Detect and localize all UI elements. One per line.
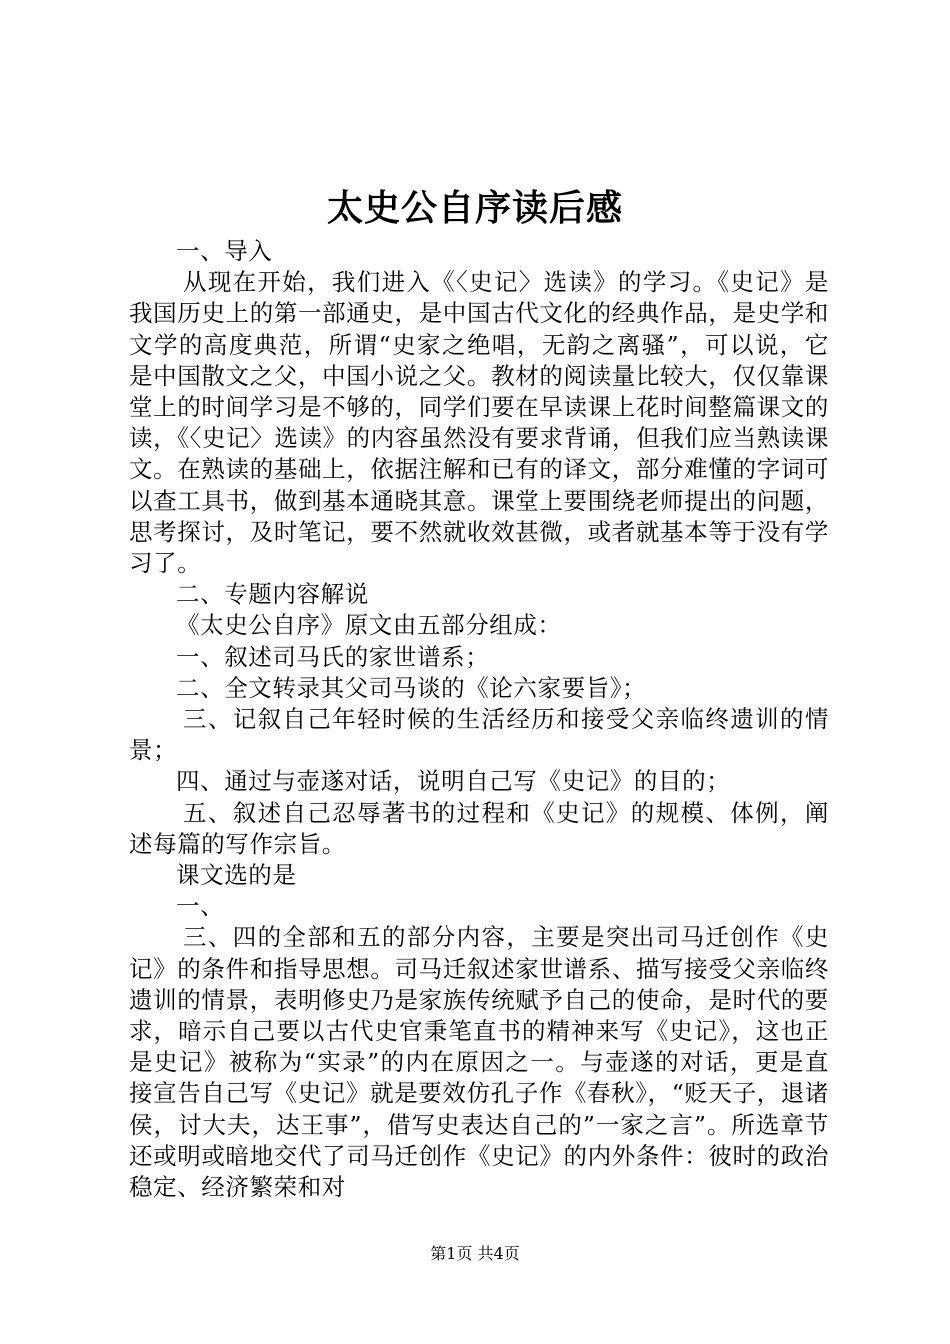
- list-item-part-2: 二、全文转录其父司马谈的《论六家要旨》；: [176, 673, 647, 702]
- section-heading-intro: 一、导入: [176, 237, 273, 265]
- paragraph-selection: 课文选的是: [176, 861, 297, 890]
- page-footer: 第1页 共4页: [430, 1244, 520, 1263]
- list-item-part-5: 五、叙述自己忍辱著书的过程和《史记》的规模、体例，阐述每篇的写作宗旨。: [129, 798, 829, 858]
- paragraph-selection-marker: 一、: [176, 892, 225, 921]
- section-heading-topic: 二、专题内容解说: [176, 580, 369, 609]
- paragraph-analysis: 三、四的全部和五的部分内容，主要是突出司马迁创作《史记》的条件和指导思想。司马迁叙述家世谱系、描写接受父亲临终遗训的情景，表明修史乃是家族传统赋予自己的使命，是时代的要求，暗示自己要以古代史官秉笔直书的精神来写《史记》，这也正是史记》被称为“实录”的内在原因之一。与壶遂的对话，更是直接宣告自己写《史记》就是要效仿孔子作《春秋》，“贬天子，退诸侯，讨大夫，达王事”，借写史表达自己的”一家之言”。所选章节还或明或暗地交代了司马迁创作《史记》的内外条件：彼时的政治稳定、经济繁荣和对: [129, 923, 829, 1202]
- list-item-part-1: 一、叙述司马氏的家世谱系；: [176, 642, 490, 671]
- document-title: 太史公自序读后感: [326, 187, 623, 229]
- list-item-part-3: 三、记叙自己年轻时候的生活经历和接受父亲临终遗训的情景；: [129, 705, 829, 765]
- paragraph-structure: 《太史公自序》原文由五部分组成：: [176, 611, 562, 640]
- list-item-part-4: 四、通过与壶遂对话，说明自己写《史记》的目的；: [176, 767, 731, 796]
- document-body: [129, 236, 829, 1203]
- paragraph-intro: 从现在开始，我们进入《〈史记〉选读》的学习。《史记》是我国历史上的第一部通史，是中国古代文化的经典作品，是史学和文学的高度典范，所谓“史家之绝唱，无韵之离骚”，可以说，它是中国散文之父，中国小说之父。教材的阅读量比较大，仅仅靠课堂上的时间学习是不够的，同学们要在早读课上花时间整篇课文的读，《〈史记〉选读》的内容虽然没有要求背诵，但我们应当熟读课文。在熟读的基础上，依据注解和已有的译文，部分难懂的字词可以查工具书，做到基本通晓其意。课堂上要围绕老师提出的问题，思考探讨，及时笔记，要不然就收效甚微，或者就基本等于没有学习了。: [129, 268, 829, 578]
